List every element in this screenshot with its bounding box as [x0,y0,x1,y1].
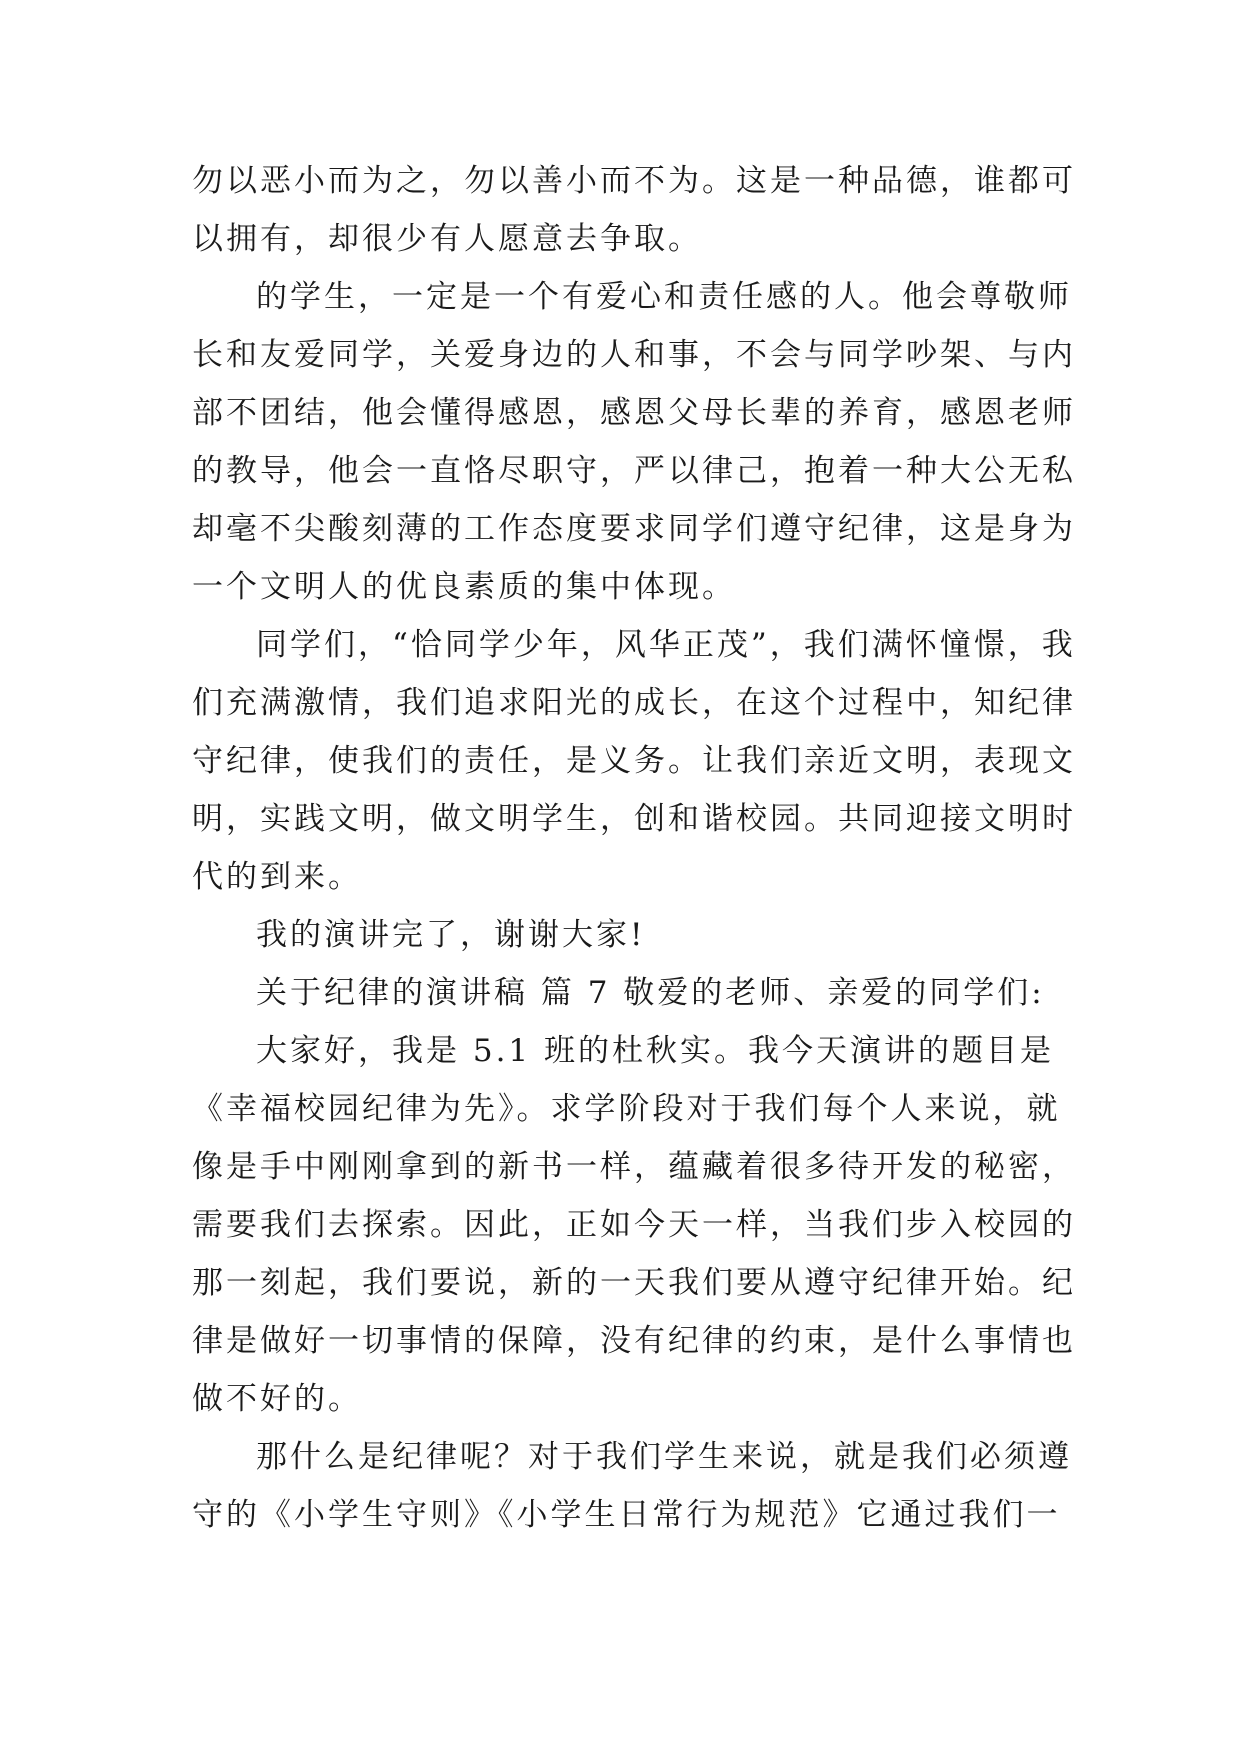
text-line: 守的《小学生守则》《小学生日常行为规范》它通过我们一 [192,1497,1061,1533]
text-line: 关于纪律的演讲稿 篇 7 敬爱的老师、亲爱的同学们: [256,975,1045,1011]
text-line: 的教导，他会一直恪尽职守，严以律己，抱着一种大公无私 [192,453,1076,489]
text-line: 我的演讲完了，谢谢大家! [256,917,646,953]
text-line: 那什么是纪律呢？对于我们学生来说，就是我们必须遵 [256,1439,1072,1475]
text-line: 一个文明人的优良素质的集中体现。 [192,569,736,605]
text-line: 律是做好一切事情的保障，没有纪律的约束，是什么事情也 [192,1323,1076,1359]
text-line: 代的到来。 [192,859,362,895]
text-line: 勿以恶小而为之，勿以善小而不为。这是一种品德，谁都可 [192,163,1076,199]
text-line: 以拥有，却很少有人愿意去争取。 [192,221,702,257]
text-line: 们充满激情，我们追求阳光的成长，在这个过程中，知纪律 [192,685,1076,721]
text-line: 需要我们去探索。因此，正如今天一样，当我们步入校园的 [192,1207,1076,1243]
text-line: 《幸福校园纪律为先》。求学阶段对于我们每个人来说，就 [192,1091,1061,1127]
text-line: 同学们，“恰同学少年，风华正茂”，我们满怀憧憬，我 [256,627,1076,663]
text-line: 那一刻起，我们要说，新的一天我们要从遵守纪律开始。纪 [192,1265,1076,1301]
text-line: 长和友爱同学，关爱身边的人和事，不会与同学吵架、与内 [192,337,1076,373]
text-line: 却毫不尖酸刻薄的工作态度要求同学们遵守纪律，这是身为 [192,511,1076,547]
text-line: 大家好，我是 5.1 班的杜秋实。我今天演讲的题目是 [256,1033,1055,1069]
text-line: 明，实践文明，做文明学生，创和谐校园。共同迎接文明时 [192,801,1076,837]
text-line: 做不好的。 [192,1381,362,1417]
text-line: 守纪律，使我们的责任，是义务。让我们亲近文明，表现文 [192,743,1076,779]
text-line: 部不团结，他会懂得感恩，感恩父母长辈的养育，感恩老师 [192,395,1076,431]
text-line: 像是手中刚刚拿到的新书一样，蕴藏着很多待开发的秘密， [192,1149,1076,1185]
text-line: 的学生，一定是一个有爱心和责任感的人。他会尊敬师 [256,279,1072,315]
document-body [192,152,1076,1544]
